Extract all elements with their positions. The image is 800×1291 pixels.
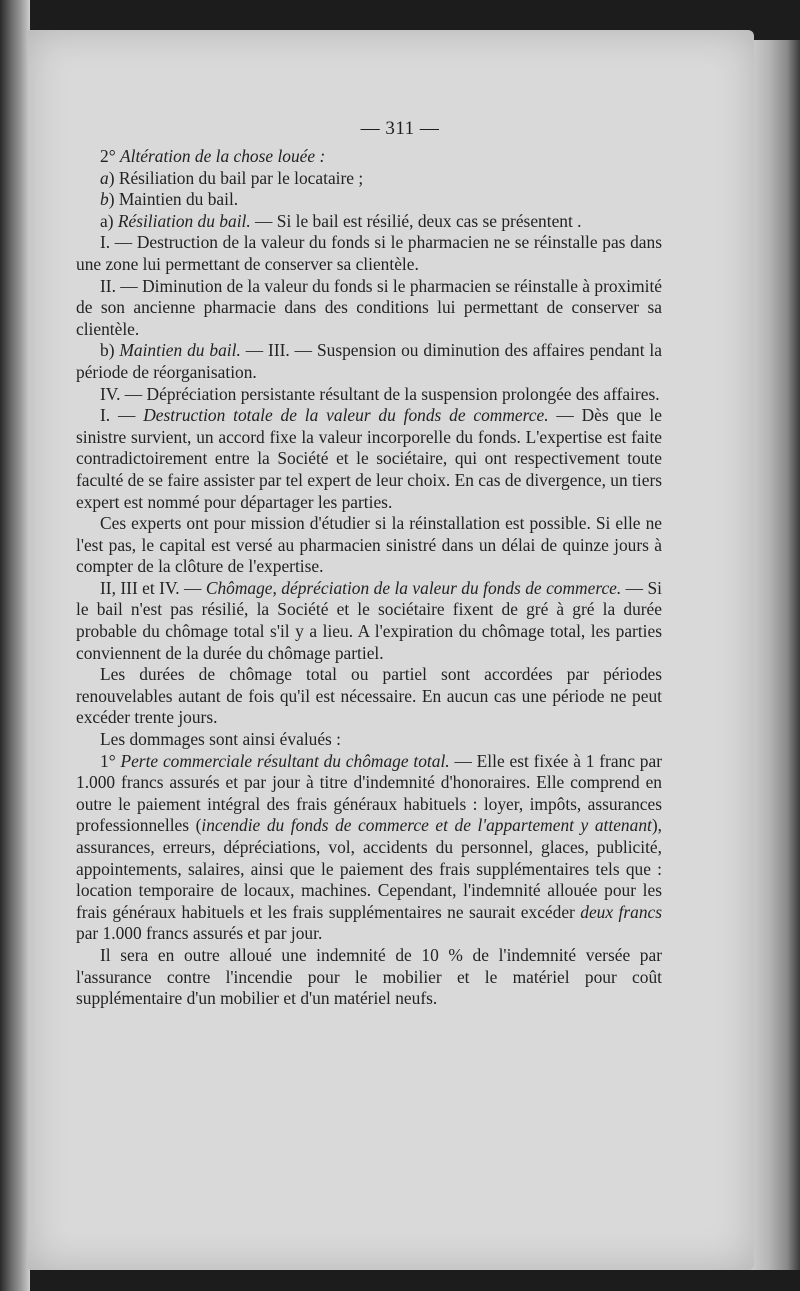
text-segment: Il sera en outre alloué une indemnité de 10 % de l'indemnité versée par l'assurance contre l'incendie pour le mobilier et le matériel pour coût supplémentaire d'un mobilier et d'un matériel neufs.	[76, 944, 662, 1009]
italic-text: Maintien du bail.	[119, 340, 241, 361]
paragraph-item-b	[76, 189, 662, 211]
italic-text: deux francs	[580, 901, 662, 922]
text-segment: a)	[100, 210, 118, 231]
paragraph-depreciation	[76, 384, 662, 406]
text-segment: b)	[100, 340, 120, 361]
page-number: — 311 —	[360, 118, 440, 139]
text-segment: — Si le bail est résilié, deux cas se présentent .	[250, 210, 582, 231]
text-segment: — III. — Suspension ou diminution des affaires pendant la période de réorganisation.	[76, 340, 662, 382]
text-segment: Les durées de chômage total ou partiel sont accordées par périodes renouvelables autant de fois qu'il est nécessaire. En aucun cas une période ne peut excéder trente jours.	[76, 664, 662, 728]
text-segment: 1°	[100, 750, 121, 771]
text-segment: II, III et IV. —	[100, 577, 206, 598]
paragraph-destruction	[76, 232, 662, 275]
italic-text: Perte commerciale résultant du chômage total.	[120, 750, 450, 771]
paragraph-perte-commerciale	[76, 751, 662, 945]
paragraph-chomage	[76, 578, 662, 664]
text-segment: I. — Destruction de la valeur du fonds si le pharmacien ne se réinstalle pas dans une zone lui permettant de conserver sa clientèle.	[76, 232, 662, 274]
text-segment: — Dès que le sinistre survient, un accord fixe la valeur incorporelle du fonds. L'expertise est faite contradictoirement entre la Société et le sociétaire, qui ont respectivement toute faculté de se faire assister par tel expert de leur choix. En cas de divergence, un tiers expert est nommé pour départager les parties.	[76, 405, 662, 512]
text-segment: Les dommages sont ainsi évalués :	[100, 729, 342, 750]
book-spine	[0, 0, 30, 1291]
text-segment: ) Résiliation du bail par le locataire ;	[108, 167, 364, 188]
text-segment: Ces experts ont pour mission d'étudier si la réinstallation est possible. Si elle ne l'est pas, le capital est versé au pharmacien sinistré dans un délai de quinze jours à compter de la clôture de l'expertise.	[76, 513, 662, 577]
text-segment: II. — Diminution de la valeur du fonds si le pharmacien se réinstalle à proximité de son ancienne pharmacie dans des conditions lui permettant de conserver sa clientèle.	[76, 275, 662, 339]
paragraph-indemnite	[76, 945, 662, 1010]
italic-text: Destruction totale de la valeur du fonds de commerce.	[143, 405, 549, 426]
paragraph-dommages	[76, 729, 662, 751]
paragraph-diminution	[76, 276, 662, 341]
paragraph-destruction-totale	[76, 405, 662, 513]
italic-text: incendie du fonds de commerce et de l'appartement y attenant	[201, 815, 652, 836]
text-segment: ) Maintien du bail.	[108, 189, 239, 210]
text-segment: par 1.000 francs assurés et par jour.	[76, 923, 323, 944]
text-segment: ), assurances, erreurs, dépréciations, vol, accidents du personnel, glaces, publicité, appointements, salaires, ainsi que le paiement des frais supplémentaires tels que : location temporaire de locaux, machines. Cependant, l'indemnité allouée pour les frais généraux habituels et les frais supplémentaires ne saurait excéder	[76, 815, 662, 922]
text-segment: I. —	[100, 405, 144, 426]
italic-text: Résiliation du bail.	[117, 210, 251, 231]
italic-text: a	[100, 167, 109, 188]
paragraph-alteration-heading	[76, 146, 662, 168]
text-segment: — Si le bail n'est pas résilié, la Société et le sociétaire fixent de gré à gré la durée probable du chômage total s'il y a lieu. A l'expiration du chômage total, les parties conviennent de la durée du chômage partiel.	[76, 577, 662, 663]
italic-text: b	[100, 189, 109, 210]
paragraph-experts	[76, 513, 662, 578]
paragraph-maintien	[76, 340, 662, 383]
text-segment: IV. — Dépréciation persistante résultant de la suspension prolongée des affaires.	[100, 383, 660, 404]
text-segment: — Elle est fixée à 1 franc par 1.000 francs assurés et par jour à titre d'indemnité d'honoraires. Elle comprend en outre le paiement intégral des frais généraux habituels : loyer, impôts, assurances professionnelles (	[76, 750, 662, 836]
italic-text: Altération de la chose louée :	[120, 146, 326, 166]
paragraph-item-a	[76, 168, 662, 190]
text-segment: 2°	[100, 146, 120, 166]
paragraph-resiliation	[76, 211, 662, 233]
page-edge	[748, 40, 800, 1270]
page-text	[76, 146, 662, 1010]
paragraph-durees	[76, 664, 662, 729]
italic-text: Chômage, dépréciation de la valeur du fonds de commerce.	[205, 577, 622, 598]
